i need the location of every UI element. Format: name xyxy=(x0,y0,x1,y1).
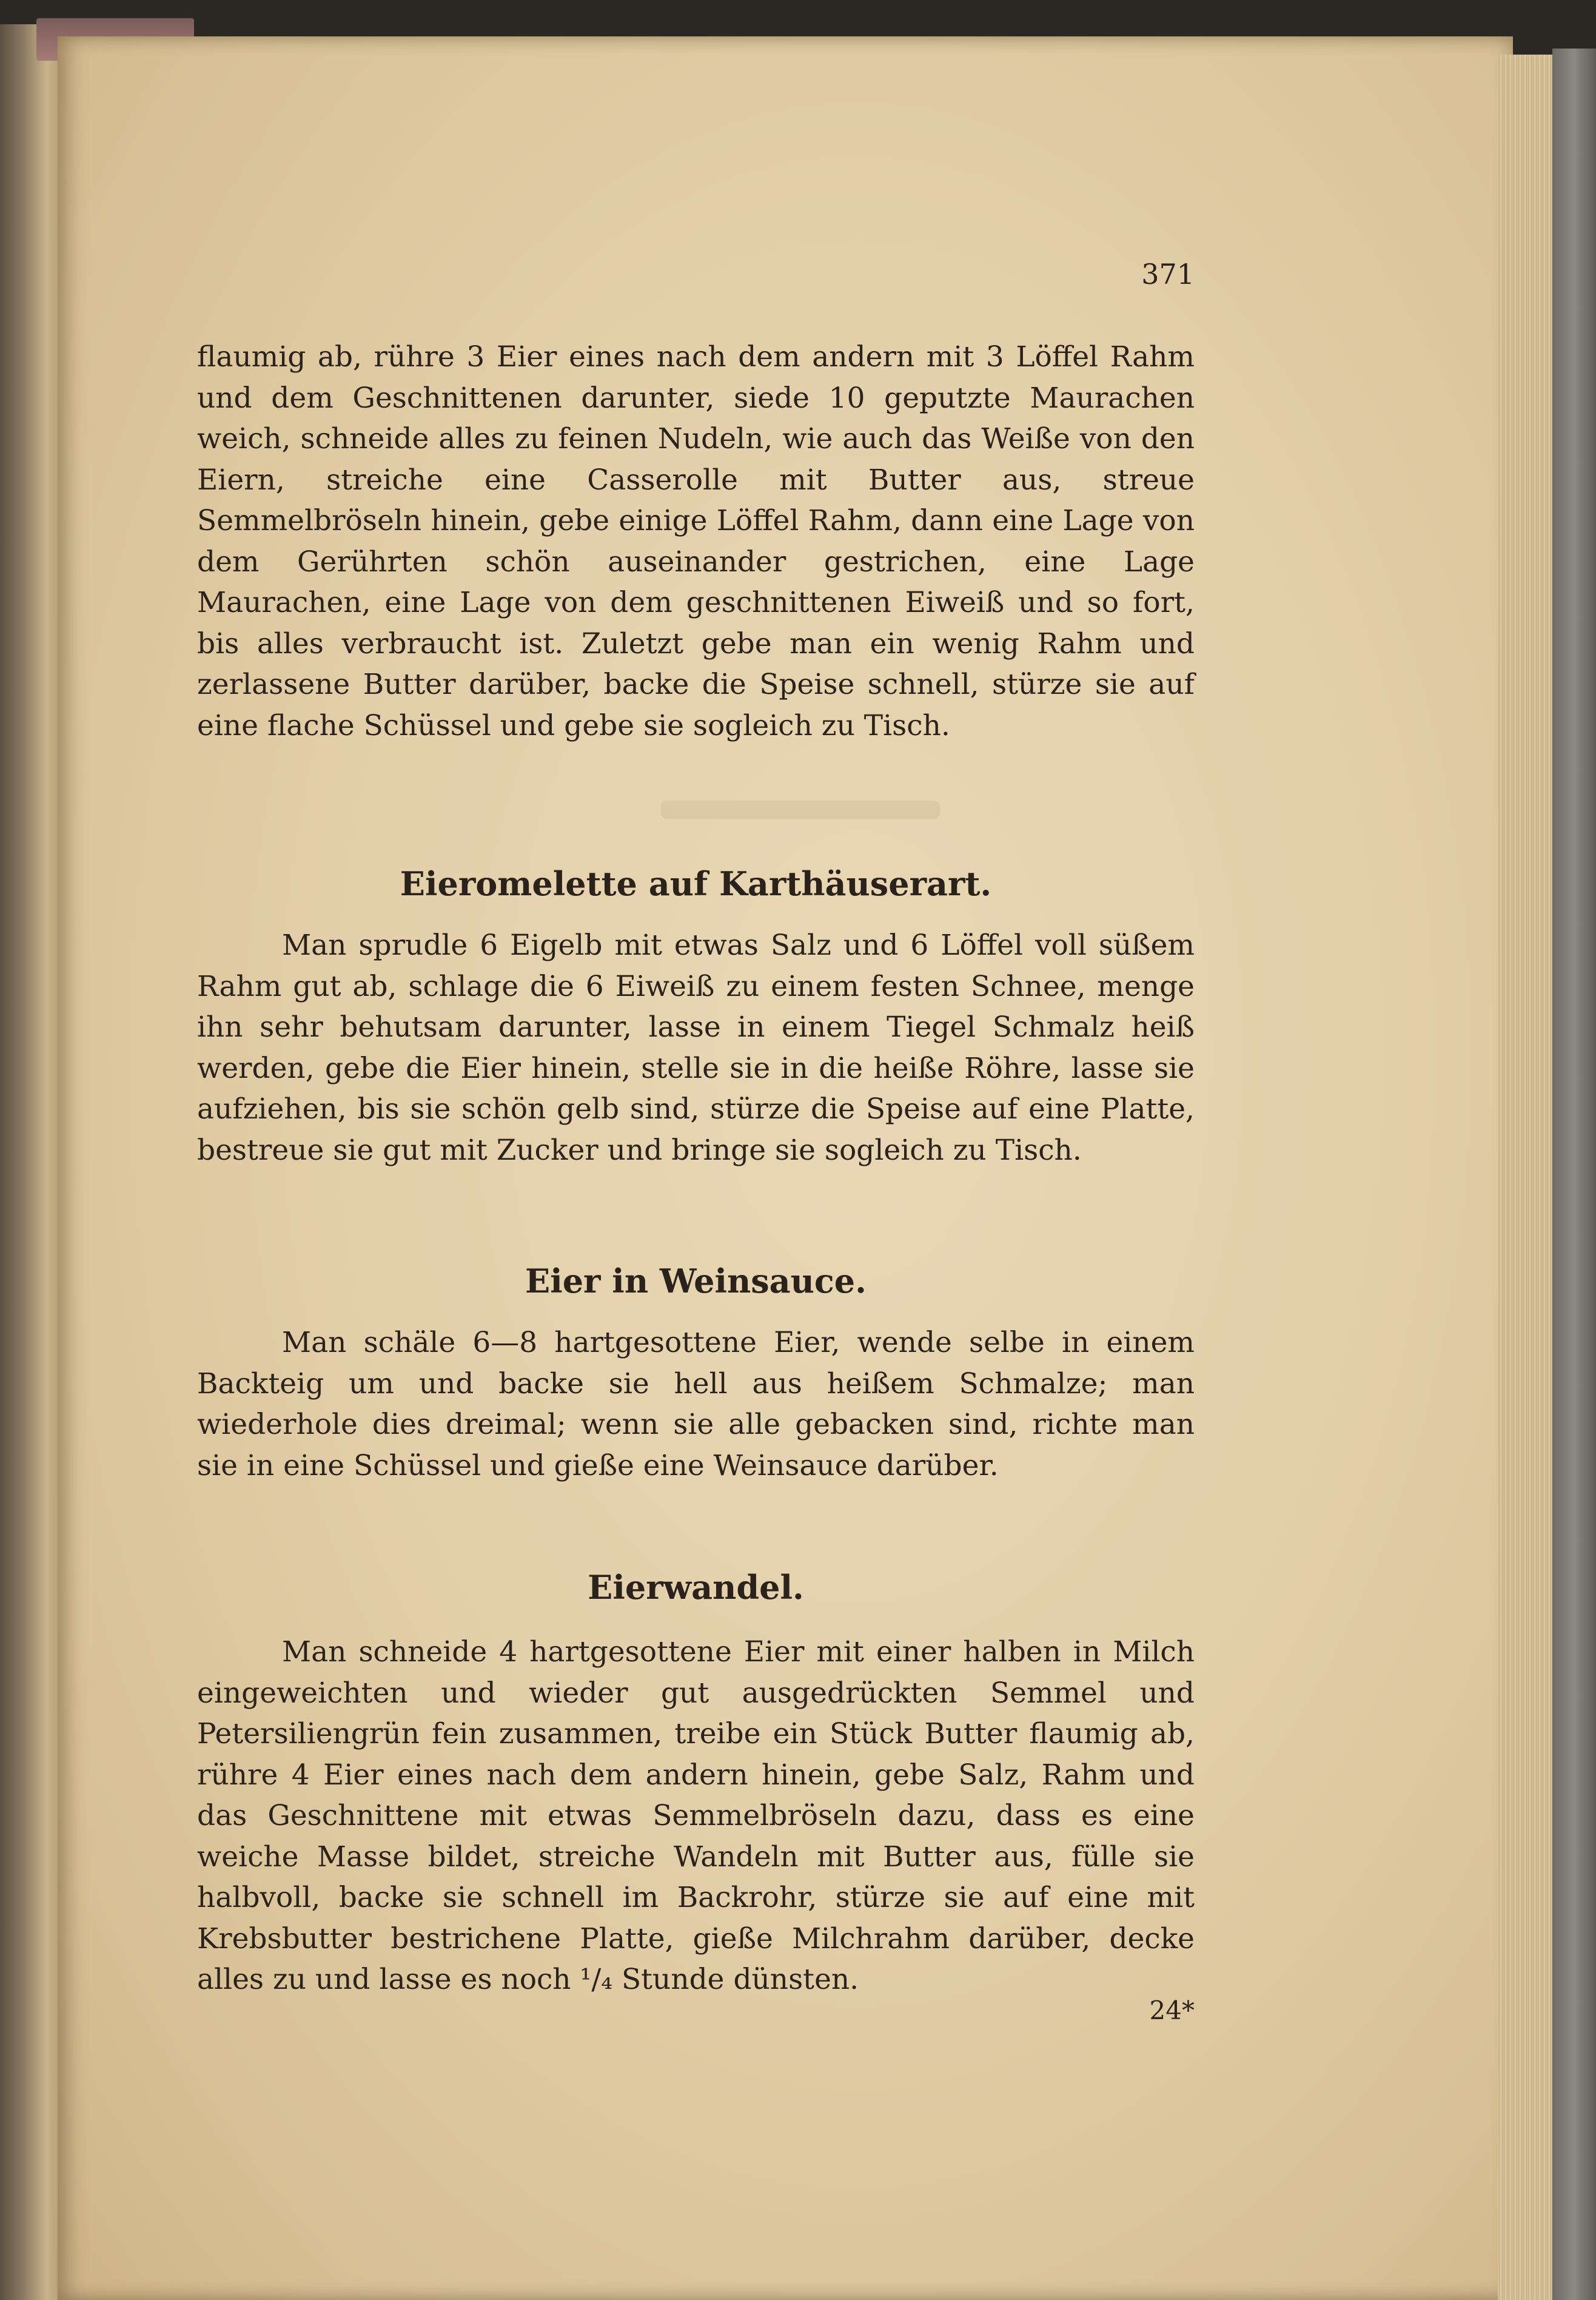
recipe-1 xyxy=(197,864,1195,903)
recipe-text: Man schneide 4 hartgesottene Eier mit einer halben in Milch eingeweichten und wieder gut ausgedrückten Semmel und Petersiliengrün fein zusammen, treibe ein Stück Butter flaumig ab, rühre 4 Eier eines nach dem andern hinein, gebe Salz, Rahm und das Geschnittene mit etwas Semmelbröseln dazu, dass es eine weiche Masse bildet, streiche Wandeln mit Butter aus, fülle sie halbvoll, backe sie schnell im Backrohr, stürze sie auf eine mit Krebsbutter bestrichene Platte, gieße Milchrahm darüber, decke alles zu und lasse es noch ¹/₄ Stunde dünsten. xyxy=(197,1635,1195,1996)
book-cover-edge xyxy=(1552,49,1596,2300)
facing-page-edge xyxy=(0,24,67,2300)
recipe-text: Man sprudle 6 Eigelb mit etwas Salz und 6 Löffel voll süßem Rahm gut ab, schlage die 6 Eiweiß zu einem festen Schnee, menge ihn sehr behutsam darunter, lasse in einem Tiegel Schmalz heiß werden, gebe die Eier hinein, stelle sie in die heiße Röhre, lasse sie aufziehen, bis sie schön gelb sind, stürze die Speise auf eine Platte, bestreue sie gut mit Zucker und bringe sie sogleich zu Tisch. xyxy=(197,929,1195,1167)
page-number: 371 xyxy=(1141,258,1195,291)
recipe-1-body xyxy=(197,925,1195,1171)
paper-stain xyxy=(661,801,940,819)
recipe-title: Eierwandel. xyxy=(588,1568,804,1607)
continuation-paragraph-block xyxy=(197,337,1195,746)
continuation-paragraph: flaumig ab, rühre 3 Eier eines nach dem andern mit 3 Löffel Rahm und dem Geschnittenen darunter, siede 10 geputzte Maurachen weich, schneide alles zu feinen Nudeln, wie auch das Weiße von den Eiern, streiche eine Casserolle mit Butter aus, streue Semmelbröseln hinein, gebe einige Löffel Rahm, dann eine Lage von dem Gerührten schön auseinander gestrichen, eine Lage Maurachen, eine Lage von dem geschnittenen Eiweiß und so fort, bis alles verbraucht ist. Zuletzt gebe man ein wenig Rahm und zerlassene Butter darüber, backe die Speise schnell, stürze sie auf eine flache Schüssel und gebe sie sogleich zu Tisch. xyxy=(197,340,1195,742)
recipe-2 xyxy=(197,1262,1195,1300)
recipe-title: Eier in Weinsauce. xyxy=(525,1262,867,1300)
sheet-signature: 24* xyxy=(1149,1996,1195,2025)
recipe-text: Man schäle 6—8 hartgesottene Eier, wende selbe in einem Backteig um und backe sie hell aus heißem Schmalze; man wiederhole dies dreimal; wenn sie alle gebacken sind, richte man sie in eine Schüssel und gieße eine Weinsauce darüber. xyxy=(197,1326,1195,1482)
recipe-title: Eieromelette auf Karthäuserart. xyxy=(400,864,992,903)
recipe-3 xyxy=(197,1568,1195,1607)
recipe-3-body xyxy=(197,1632,1195,2000)
recipe-2-body xyxy=(197,1322,1195,1486)
